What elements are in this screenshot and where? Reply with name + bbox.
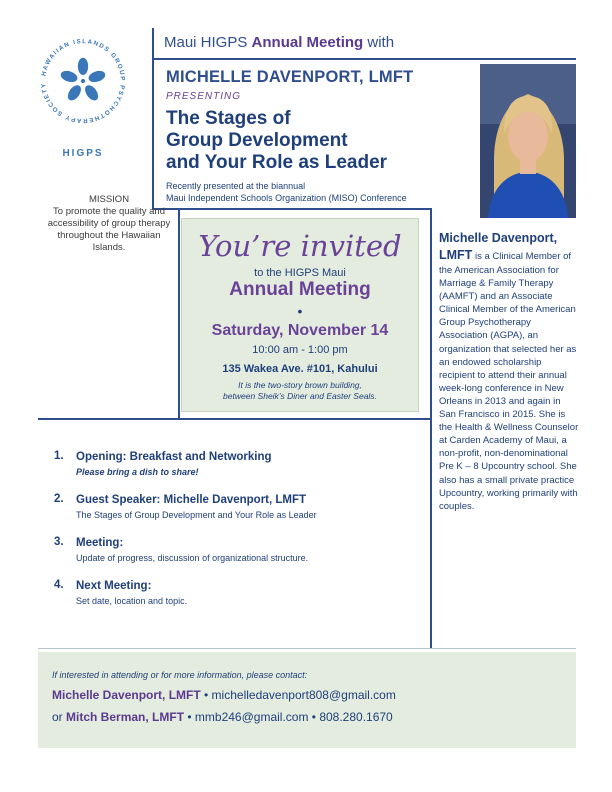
agenda-detail: Please bring a dish to share! [76,467,199,477]
header-bold: Annual Meeting [251,34,364,51]
agenda-number: 3. [54,536,64,548]
bio-column-divider [430,208,432,648]
agenda-title: Opening: Breakfast and Networking [76,451,272,463]
contact-intro: If interested in attending or for more information, please contact: [52,670,308,680]
contact-line-secondary [52,710,393,724]
agenda-number: 2. [54,493,64,505]
invite-meeting: Annual Meeting [229,279,371,300]
agenda-detail: The Stages of Group Development and Your Role as Leader [76,510,317,520]
event-header [164,34,394,51]
flower-icon [59,58,106,103]
presented-note-line: Maui Independent Schools Organization (MISO) Conference [166,193,407,203]
mission-heading: MISSION [88,194,130,205]
invite-script-heading: You’re invited [198,229,402,263]
mission-block [44,194,174,254]
agenda-number: 4. [54,579,64,591]
logo-abbreviation: HIGPS [62,148,104,159]
speaker-name: MICHELLE DAVENPORT, LMFT [166,68,414,86]
contact-email-phone-link[interactable]: • mmb246@gmail.com • 808.280.1670 [184,710,393,724]
agenda-item [54,450,414,478]
header-pre: Maui HIGPS [164,34,252,51]
speaker-photo [480,64,576,218]
agenda-title: Meeting: [76,537,124,549]
agenda-item [54,579,414,607]
invite-to: to the HIGPS Maui [254,267,346,279]
agenda-number: 1. [54,450,64,462]
agenda-detail: Set date, location and topic. [76,596,188,606]
event-time: 10:00 am - 1:00 pm [252,344,348,356]
invite-bullet: • [297,303,303,319]
contact-line-primary [52,688,396,702]
agenda-title: Next Meeting: [76,580,152,592]
mission-text: To promote the quality and accessibility of group therapy throughout the Hawaiian Islands. [47,206,171,253]
agenda-detail: Update of progress, discussion of organizational structure. [76,553,309,563]
logo-ring-text: HAWAIIAN ISLANDS GROUP PSYCHOTHERAPY SOCIETY [40,38,126,124]
higps-logo [40,38,126,124]
directions-line: between Sheik’s Diner and Easter Seals. [223,391,377,401]
presented-note [166,180,466,204]
event-date: Saturday, November 14 [211,322,389,339]
contact-or: or [52,710,67,724]
presented-note-line: Recently presented at the biannual [166,181,306,191]
upper-section-rule [152,208,432,210]
contact-name: Michelle Davenport, LMFT [52,688,201,702]
presenting-label: PRESENTING [166,91,242,102]
header-post: with [363,34,395,51]
bio-name: Michelle Davenport, LMFT [439,231,558,262]
invitation-panel [181,218,419,412]
speaker-bio [439,230,579,513]
agenda-item [54,536,414,564]
talk-title-line: The Stages of [166,108,291,129]
contact-panel [38,652,576,748]
talk-title [166,108,466,174]
contact-top-rule [38,648,576,649]
header-underline [152,58,576,60]
agenda-top-rule [38,418,430,420]
agenda-item [54,493,414,521]
bio-text: is a Clinical Member of the American Association for Marriage & Family Therapy (AAMFT) and an Associate Clinical Member of the American Group Psychotherapy Association (AGPA), an organization that selected her as an endowed scholarship recipient to attend their annual week-long conference in New Orleans in 2013 and again in San Francisco in 2015. She is the Health & Wellness Counselor at Carden Academy of Maui, a non-profit, non-denominational Pre K – 8 Upcountry school. She also has a small private practice Upcountry, working primarily with couples. [439,251,579,512]
agenda-list [54,450,414,622]
left-column-divider [152,28,154,208]
directions-line: It is the two-story brown building, [238,380,362,390]
talk-title-line: Group Development [166,130,348,151]
contact-name: Mitch Berman, LMFT [66,710,185,724]
event-directions [192,380,408,402]
event-address: 135 Wakea Ave. #101, Kahului [222,363,378,375]
talk-title-line: and Your Role as Leader [166,152,388,173]
contact-email-link[interactable]: • michelledavenport808@gmail.com [200,688,396,702]
agenda-title: Guest Speaker: Michelle Davenport, LMFT [76,494,307,506]
invite-left-rule [178,208,180,418]
